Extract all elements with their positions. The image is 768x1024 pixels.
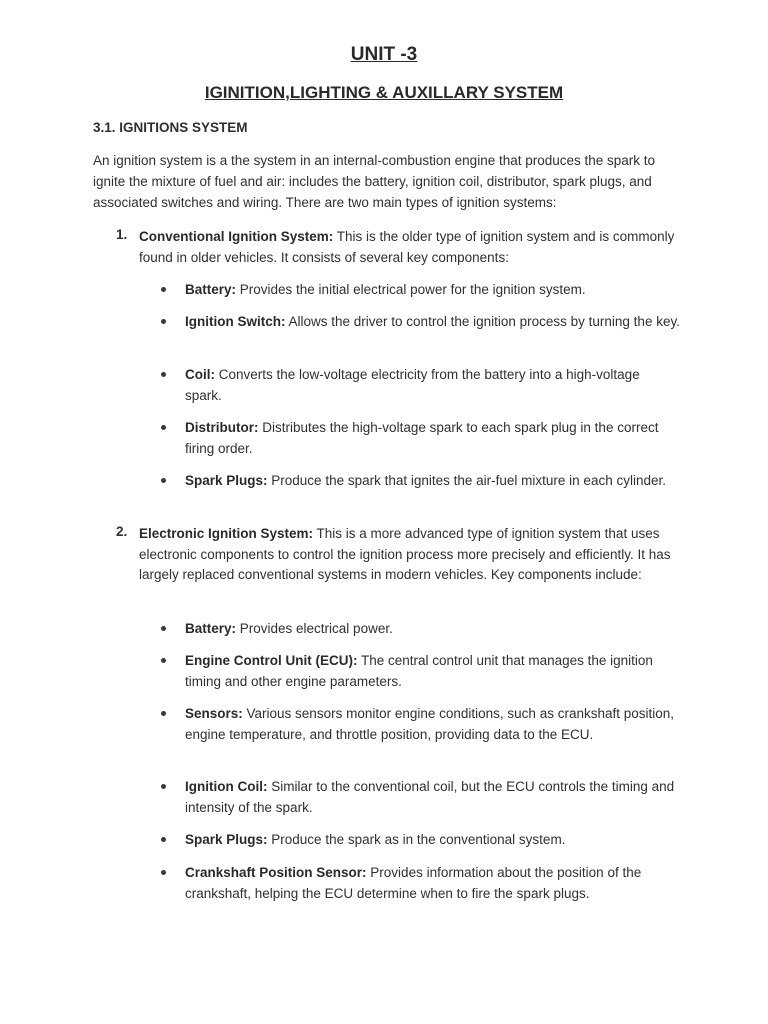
- bullet-icon: [161, 711, 166, 716]
- unit-title: UNIT -3: [350, 44, 418, 65]
- list-item-text: [185, 830, 680, 851]
- item-description: Produce the spark that ignites the air-fuel mixture in each cylinder.: [267, 473, 666, 488]
- item-description: The central control unit that manages the ignition timing and other engine parameters.: [185, 653, 653, 689]
- item-label: Distributor:: [185, 420, 259, 435]
- item-description: Allows the driver to control the ignition process by turning the key.: [285, 314, 680, 329]
- item-description: Various sensors monitor engine conditions, such as crankshaft position, engine temperature, and throttle position, providing data to the ECU.: [185, 706, 675, 742]
- item-description: Produce the spark as in the conventional system.: [267, 832, 566, 847]
- item-label: Sensors:: [185, 706, 243, 721]
- list-item-text: [185, 365, 680, 406]
- numbered-item-text: [139, 227, 679, 268]
- item-description: Provides the initial electrical power for the ignition system.: [236, 282, 586, 297]
- bullet-icon: [161, 287, 166, 292]
- bullet-icon: [161, 870, 166, 875]
- item-description: This is the older type of ignition system and is commonly found in older vehicles. It consists of several key components:: [139, 229, 675, 265]
- list-item-text: [185, 471, 680, 492]
- page-title: IGINITION,LIGHTING & AUXILLARY SYSTEM: [204, 83, 564, 102]
- bullet-icon: [161, 784, 166, 789]
- list-item-text: [185, 619, 680, 640]
- item-label: Ignition Coil:: [185, 779, 268, 794]
- item-description: Distributes the high-voltage spark to each spark plug in the correct firing order.: [185, 420, 659, 456]
- list-item-text: [185, 704, 680, 745]
- item-label: Spark Plugs:: [185, 473, 268, 488]
- item-label: Conventional Ignition System:: [139, 229, 334, 244]
- bullet-icon: [161, 425, 166, 430]
- list-item-text: [185, 418, 680, 459]
- item-label: Battery:: [185, 621, 237, 636]
- item-label: Battery:: [185, 282, 237, 297]
- list-item-text: [185, 280, 680, 301]
- bullet-icon: [161, 372, 166, 377]
- list-number: 2.: [116, 524, 128, 539]
- list-number: 1.: [116, 227, 128, 242]
- item-label: Electronic Ignition System:: [139, 526, 314, 541]
- bullet-icon: [161, 837, 166, 842]
- item-label: Crankshaft Position Sensor:: [185, 865, 367, 880]
- item-label: Ignition Switch:: [185, 314, 286, 329]
- item-label: Spark Plugs:: [185, 832, 268, 847]
- numbered-item-text: [139, 524, 679, 586]
- list-item-text: [185, 777, 680, 818]
- item-description: Converts the low-voltage electricity from the battery into a high-voltage spark.: [185, 367, 640, 403]
- bullet-icon: [161, 626, 166, 631]
- list-item-text: [185, 651, 680, 692]
- item-description: Provides electrical power.: [236, 621, 393, 636]
- item-description: Provides information about the position of the crankshaft, helping the ECU determine when to fire the spark plugs.: [185, 865, 642, 901]
- bullet-icon: [161, 319, 166, 324]
- bullet-icon: [161, 478, 166, 483]
- item-label: Coil:: [185, 367, 215, 382]
- list-item-text: [185, 863, 680, 904]
- intro-paragraph: An ignition system is a the system in an internal-combustion engine that produces the spark to ignite the mixture of fuel and air: includes the battery, ignition coil, distributor, spark plugs, and associated switches and wiring. There are two main types of ignition systems:: [93, 153, 656, 210]
- bullet-icon: [161, 658, 166, 663]
- section-heading: 3.1. IGNITIONS SYSTEM: [93, 120, 248, 135]
- item-description: Similar to the conventional coil, but the ECU controls the timing and intensity of the spark.: [185, 779, 675, 815]
- item-description: This is a more advanced type of ignition system that uses electronic components to control the ignition process more precisely and efficiently. It has largely replaced conventional systems in modern vehicles. Key components include:: [139, 526, 671, 582]
- item-label: Engine Control Unit (ECU):: [185, 653, 358, 668]
- list-item-text: [185, 312, 680, 333]
